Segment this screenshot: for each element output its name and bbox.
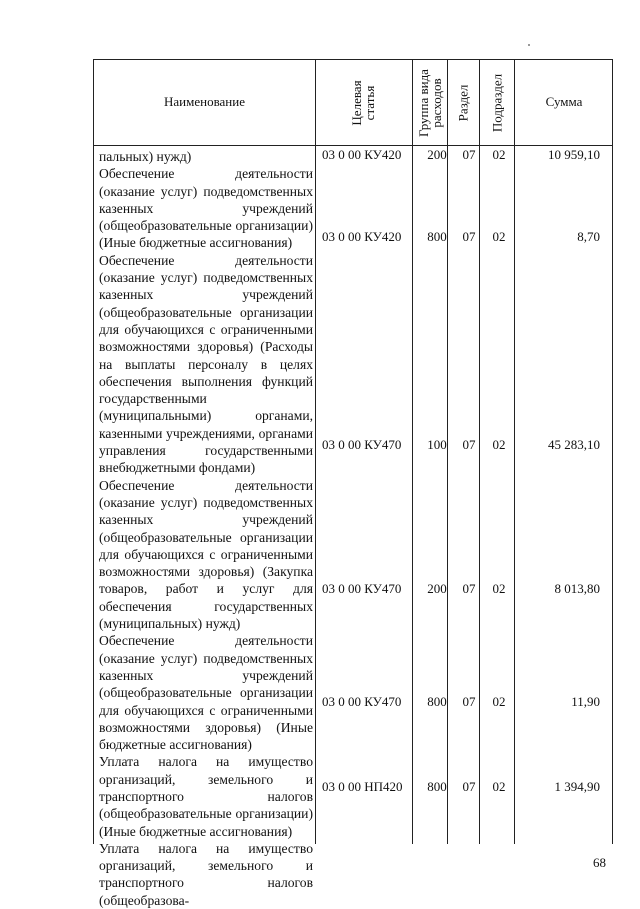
section-cell: 07 [462,779,476,794]
col-divider [412,60,413,844]
target-article-cell: 03 0 00 КУ470 [322,581,402,596]
amount-cell: 45 283,10 [548,437,600,452]
header-name: Наименование [164,94,245,109]
subsection-cell: 02 [492,147,506,162]
section-cell: 07 [462,229,476,244]
target-article-cell: 03 0 00 КУ420 [322,147,402,162]
header-amount: Сумма [545,94,583,109]
amount-cell: 10 959,10 [548,147,600,162]
subsection-cell: 02 [492,779,506,794]
header-target-article: Целевая статья [349,80,377,126]
expense-group-cell: 100 [427,437,447,452]
row-name: Обеспечение деятельности (оказание услуг) подведомственных казенных учреждений (общеобразовательные организации) (Иные бюджетные ассигнования) [99,166,313,251]
subsection-cell: 02 [492,437,506,452]
target-article-cell: 03 0 00 КУ420 [322,229,402,244]
section-cell: 07 [462,147,476,162]
header-divider [94,145,612,146]
col-divider [514,60,515,844]
row-name: пальных) нужд) [99,149,192,164]
names-column [99,148,313,909]
header-subsection: Подраздел [489,73,505,133]
expense-group-cell: 200 [427,581,447,596]
target-article-cell: 03 0 00 КУ470 [322,437,402,452]
amount-cell: 11,90 [571,694,600,709]
expense-group-cell: 800 [427,229,447,244]
row-name: Уплата налога на имущество организаций, земельного и транспортного налогов (общеобразовательные организации) (Иные бюджетные ассигнования) [99,754,313,839]
expense-group-cell: 800 [427,694,447,709]
page-number: 68 [593,855,606,870]
col-divider [315,60,316,844]
row-name: Уплата налога на имущество организаций, земельного и транспортного налогов (общеобразова- [99,840,313,908]
target-article-cell: 03 0 00 КУ470 [322,694,402,709]
header-section: Раздел [455,84,471,122]
subsection-cell: 02 [492,581,506,596]
subsection-cell: 02 [492,229,506,244]
amount-cell: 1 394,90 [554,779,600,794]
section-cell: 07 [462,694,476,709]
expense-group-cell: 800 [427,779,447,794]
row-name: Обеспечение деятельности (оказание услуг) подведомственных казенных учреждений (общеобразовательные организации для обучающихся с ограниченными возможностями здоровья) (Закупка товаров, работ и услуг для обеспечения государственных (муниципальных) нужд) [99,477,313,632]
scan-speck [528,44,530,46]
row-name: Обеспечение деятельности (оказание услуг) подведомственных казенных учреждений (общеобразовательные организации для обучающихся с ограниченными возможностями здоровья) (Иные бюджетные ассигнования) [99,633,313,753]
header-expense-group: Группа вида расходов [416,69,444,137]
target-article-cell: 03 0 00 НП420 [322,779,403,794]
section-cell: 07 [462,437,476,452]
subsection-cell: 02 [492,694,506,709]
row-name: Обеспечение деятельности (оказание услуг) подведомственных казенных учреждений (общеобразовательные организации для обучающихся с ограниченными возможностями здоровья) (Расходы на выплаты персоналу в целях обеспечения выполнения функций государственными (муниципальными) органами, казенными учреждениями, органами управления государственными внебюджетными фондами) [99,252,313,476]
section-cell: 07 [462,581,476,596]
col-divider [447,60,448,844]
amount-cell: 8 013,80 [554,581,600,596]
expense-group-cell: 200 [427,147,447,162]
amount-cell: 8,70 [577,229,600,244]
col-divider [479,60,480,844]
